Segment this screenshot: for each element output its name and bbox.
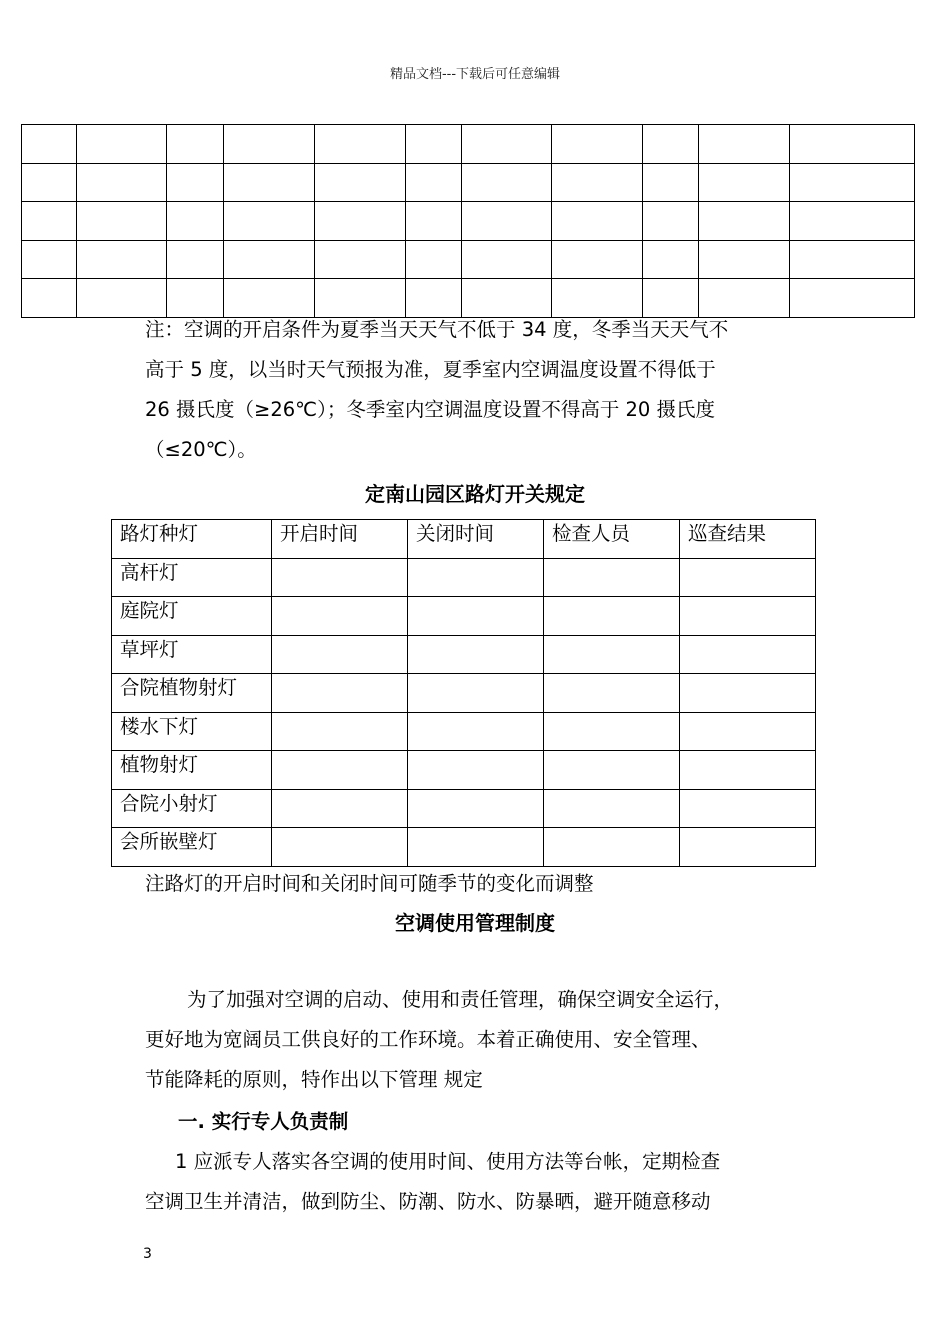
table-cell bbox=[408, 674, 544, 713]
table-cell bbox=[315, 163, 406, 202]
table-cell bbox=[22, 125, 77, 164]
table-row bbox=[112, 712, 816, 751]
header-cell: 检查人员 bbox=[544, 520, 680, 559]
table-row bbox=[112, 828, 816, 867]
table-cell bbox=[790, 202, 915, 241]
table-cell bbox=[167, 163, 224, 202]
table-cell bbox=[408, 789, 544, 828]
note-line: 高于 5 度，以当时天气预报为准，夏季室内空调温度设置不得低于 bbox=[145, 358, 716, 381]
table-cell bbox=[272, 558, 408, 597]
table-cell bbox=[272, 828, 408, 867]
table-cell bbox=[77, 240, 167, 279]
table-cell bbox=[680, 751, 816, 790]
table-row bbox=[22, 202, 915, 241]
table-cell bbox=[224, 163, 315, 202]
table-cell bbox=[224, 202, 315, 241]
table-row bbox=[22, 125, 915, 164]
table-cell bbox=[406, 163, 462, 202]
note-line: （≤20℃）。 bbox=[145, 438, 257, 461]
table-cell bbox=[272, 712, 408, 751]
page-header: 精品文档---下载后可任意编辑 bbox=[389, 67, 561, 82]
table-cell bbox=[315, 125, 406, 164]
table-cell bbox=[552, 163, 643, 202]
table-row bbox=[22, 240, 915, 279]
table-cell bbox=[699, 163, 790, 202]
table-cell bbox=[272, 751, 408, 790]
table-cell bbox=[790, 125, 915, 164]
lamp-type-cell: 会所嵌壁灯 bbox=[112, 828, 272, 867]
table-cell bbox=[272, 789, 408, 828]
header-cell: 巡查结果 bbox=[680, 520, 816, 559]
table-cell bbox=[167, 202, 224, 241]
table-cell bbox=[643, 202, 699, 241]
table-cell bbox=[406, 202, 462, 241]
lamp-note: 注路灯的开启时间和关闭时间可随季节的变化而调整 bbox=[145, 872, 594, 895]
table-cell bbox=[552, 240, 643, 279]
table-row bbox=[112, 751, 816, 790]
table-cell bbox=[643, 240, 699, 279]
table-cell bbox=[462, 240, 552, 279]
table-cell bbox=[680, 828, 816, 867]
table-cell bbox=[224, 125, 315, 164]
table-cell bbox=[167, 125, 224, 164]
ac-policy-title: 空调使用管理制度 bbox=[395, 911, 555, 935]
table-cell bbox=[77, 125, 167, 164]
table-cell bbox=[544, 828, 680, 867]
header-cell: 路灯种灯 bbox=[112, 520, 272, 559]
table-cell bbox=[408, 712, 544, 751]
table-cell bbox=[680, 635, 816, 674]
page-number: 3 bbox=[143, 1246, 152, 1262]
table-cell bbox=[408, 558, 544, 597]
table-row bbox=[112, 558, 816, 597]
table-cell bbox=[680, 674, 816, 713]
table-cell bbox=[643, 125, 699, 164]
lamp-type-cell: 高杆灯 bbox=[112, 558, 272, 597]
lamp-section-title: 定南山园区路灯开关规定 bbox=[365, 482, 585, 506]
lamp-type-cell: 合院小射灯 bbox=[112, 789, 272, 828]
table-cell bbox=[680, 558, 816, 597]
table-cell bbox=[544, 674, 680, 713]
table-cell bbox=[272, 635, 408, 674]
item-line: 空调卫生并清洁，做到防尘、防潮、防水、防暴晒，避开随意移动 bbox=[145, 1190, 711, 1213]
table-cell bbox=[77, 202, 167, 241]
table-cell bbox=[790, 240, 915, 279]
table-cell bbox=[406, 125, 462, 164]
table-row bbox=[112, 789, 816, 828]
table-cell bbox=[408, 635, 544, 674]
table-cell bbox=[224, 240, 315, 279]
lamp-type-cell: 植物射灯 bbox=[112, 751, 272, 790]
table-cell bbox=[552, 125, 643, 164]
table-cell bbox=[315, 240, 406, 279]
ac-condition-note bbox=[145, 310, 825, 470]
table-cell bbox=[22, 163, 77, 202]
table-cell bbox=[643, 163, 699, 202]
table-cell bbox=[680, 597, 816, 636]
table-cell bbox=[462, 163, 552, 202]
lamp-type-cell: 庭院灯 bbox=[112, 597, 272, 636]
lamp-type-cell: 楼水下灯 bbox=[112, 712, 272, 751]
lamp-type-cell: 草坪灯 bbox=[112, 635, 272, 674]
table-cell bbox=[315, 202, 406, 241]
table-cell bbox=[552, 202, 643, 241]
table-cell bbox=[544, 558, 680, 597]
table-cell bbox=[544, 751, 680, 790]
note-line: 26 摄氏度（≥26℃）；冬季室内空调温度设置不得高于 20 摄氏度 bbox=[145, 398, 716, 421]
table-cell bbox=[408, 597, 544, 636]
table-cell bbox=[272, 597, 408, 636]
intro-line: 更好地为宽阔员工供良好的工作环境。本着正确使用、安全管理、 bbox=[145, 1028, 711, 1051]
intro-line: 为了加强对空调的启动、使用和责任管理，确保空调安全运行， bbox=[187, 988, 734, 1011]
table-row bbox=[112, 597, 816, 636]
table-row bbox=[22, 163, 915, 202]
street-lamp-table bbox=[111, 519, 816, 867]
table-cell bbox=[544, 597, 680, 636]
table-cell bbox=[22, 202, 77, 241]
lamp-type-cell: 合院植物射灯 bbox=[112, 674, 272, 713]
table-cell bbox=[544, 712, 680, 751]
table-cell bbox=[462, 125, 552, 164]
table-cell bbox=[699, 240, 790, 279]
table-cell bbox=[167, 240, 224, 279]
table-cell bbox=[680, 789, 816, 828]
table-cell bbox=[77, 163, 167, 202]
table-cell bbox=[699, 202, 790, 241]
header-cell: 开启时间 bbox=[272, 520, 408, 559]
table-header-row bbox=[112, 520, 816, 559]
table-cell bbox=[790, 163, 915, 202]
blank-record-table bbox=[21, 124, 915, 318]
table-cell bbox=[22, 240, 77, 279]
table-cell bbox=[544, 789, 680, 828]
table-cell bbox=[462, 202, 552, 241]
table-cell bbox=[272, 674, 408, 713]
table-row bbox=[112, 674, 816, 713]
note-line: 注：空调的开启条件为夏季当天天气不低于 34 度，冬季当天天气不 bbox=[145, 318, 729, 341]
item-line: 1 应派专人落实各空调的使用时间、使用方法等台帐，定期检查 bbox=[175, 1150, 721, 1173]
ac-policy-intro bbox=[145, 980, 825, 1100]
header-cell: 关闭时间 bbox=[408, 520, 544, 559]
table-cell bbox=[408, 751, 544, 790]
table-cell bbox=[408, 828, 544, 867]
table-cell bbox=[22, 279, 77, 318]
table-row bbox=[112, 635, 816, 674]
intro-line: 节能降耗的原则，特作出以下管理 规定 bbox=[145, 1068, 483, 1091]
table-cell bbox=[699, 125, 790, 164]
table-cell bbox=[680, 712, 816, 751]
section-item bbox=[145, 1142, 825, 1222]
section-heading: 一. 实行专人负责制 bbox=[178, 1110, 349, 1133]
table-cell bbox=[544, 635, 680, 674]
table-cell bbox=[406, 240, 462, 279]
